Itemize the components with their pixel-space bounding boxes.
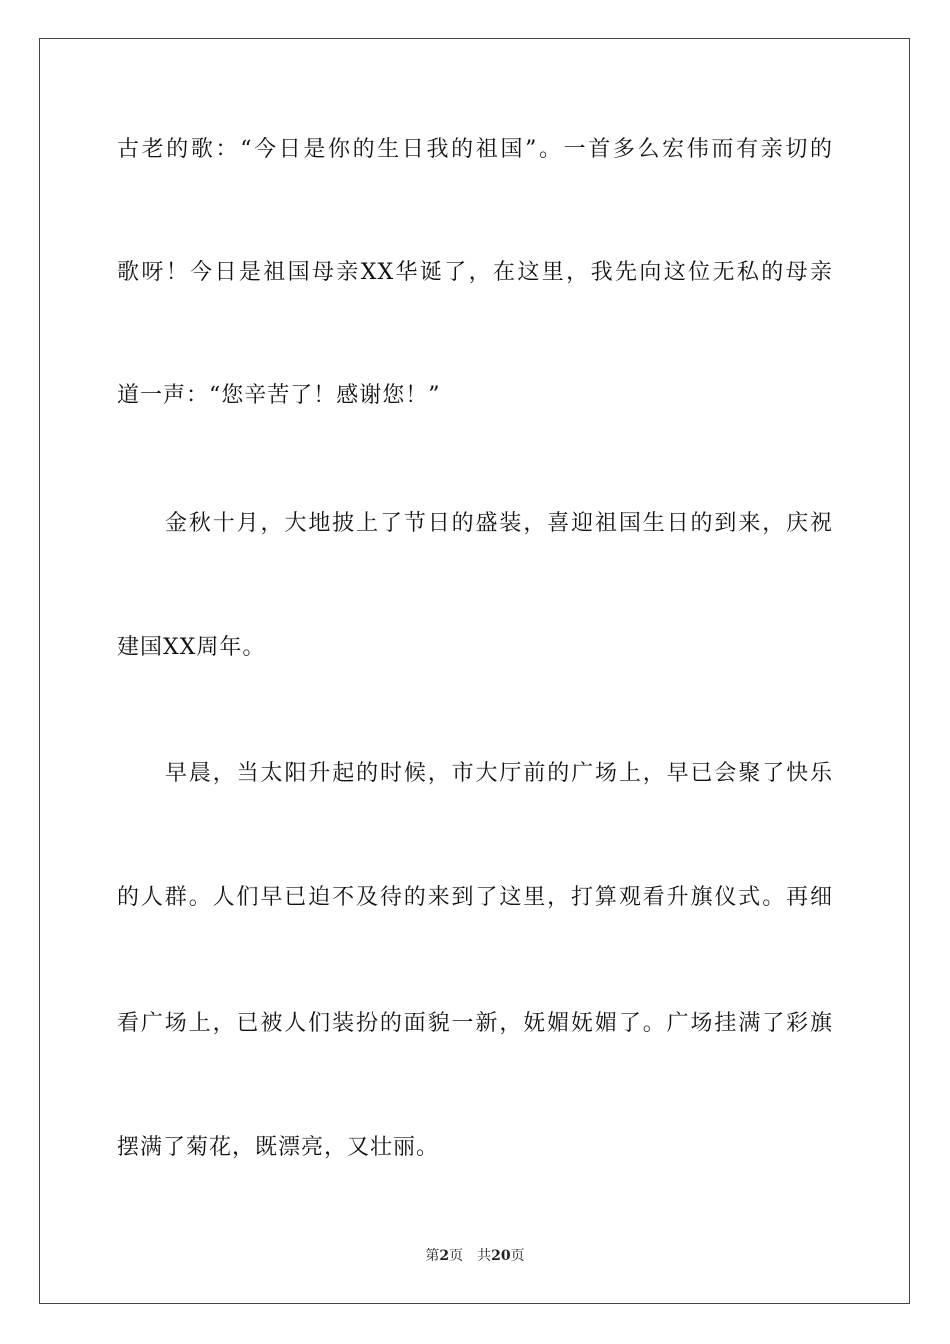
total-pages: 20	[491, 1248, 511, 1264]
text-line: 看广场上，已被人们装扮的面貌一新，妩媚妩媚了。广场挂满了彩旗	[117, 1011, 833, 1036]
total-suffix: 页	[510, 1248, 525, 1264]
text-line: 的人群。人们早已迫不及待的来到了这里，打算观看升旗仪式。再细	[117, 885, 833, 910]
paragraph-first-line: 金秋十月，大地披上了节日的盛装，喜迎祖国生日的到来，庆祝	[165, 511, 833, 536]
page-border	[39, 38, 910, 1304]
paragraph-first-line: 早晨，当太阳升起的时候，市大厅前的广场上，早已会聚了快乐	[165, 761, 833, 786]
page-suffix: 页	[449, 1248, 464, 1264]
text-line: 歌呀！今日是祖国母亲XX华诞了，在这里，我先向这位无私的母亲	[117, 260, 833, 285]
page-footer	[0, 1246, 950, 1266]
total-prefix: 共	[477, 1248, 492, 1264]
text-line: 建国XX周年。	[117, 635, 266, 660]
text-line: 道一声：“您辛苦了！感谢您！”	[117, 383, 441, 408]
text-line: 古老的歌：“今日是你的生日我的祖国”。一首多么宏伟而有亲切的	[117, 137, 833, 162]
page-prefix: 第	[425, 1248, 440, 1264]
page-number: 2	[439, 1248, 450, 1264]
text-line: 摆满了菊花，既漂亮，又壮丽。	[117, 1135, 440, 1160]
